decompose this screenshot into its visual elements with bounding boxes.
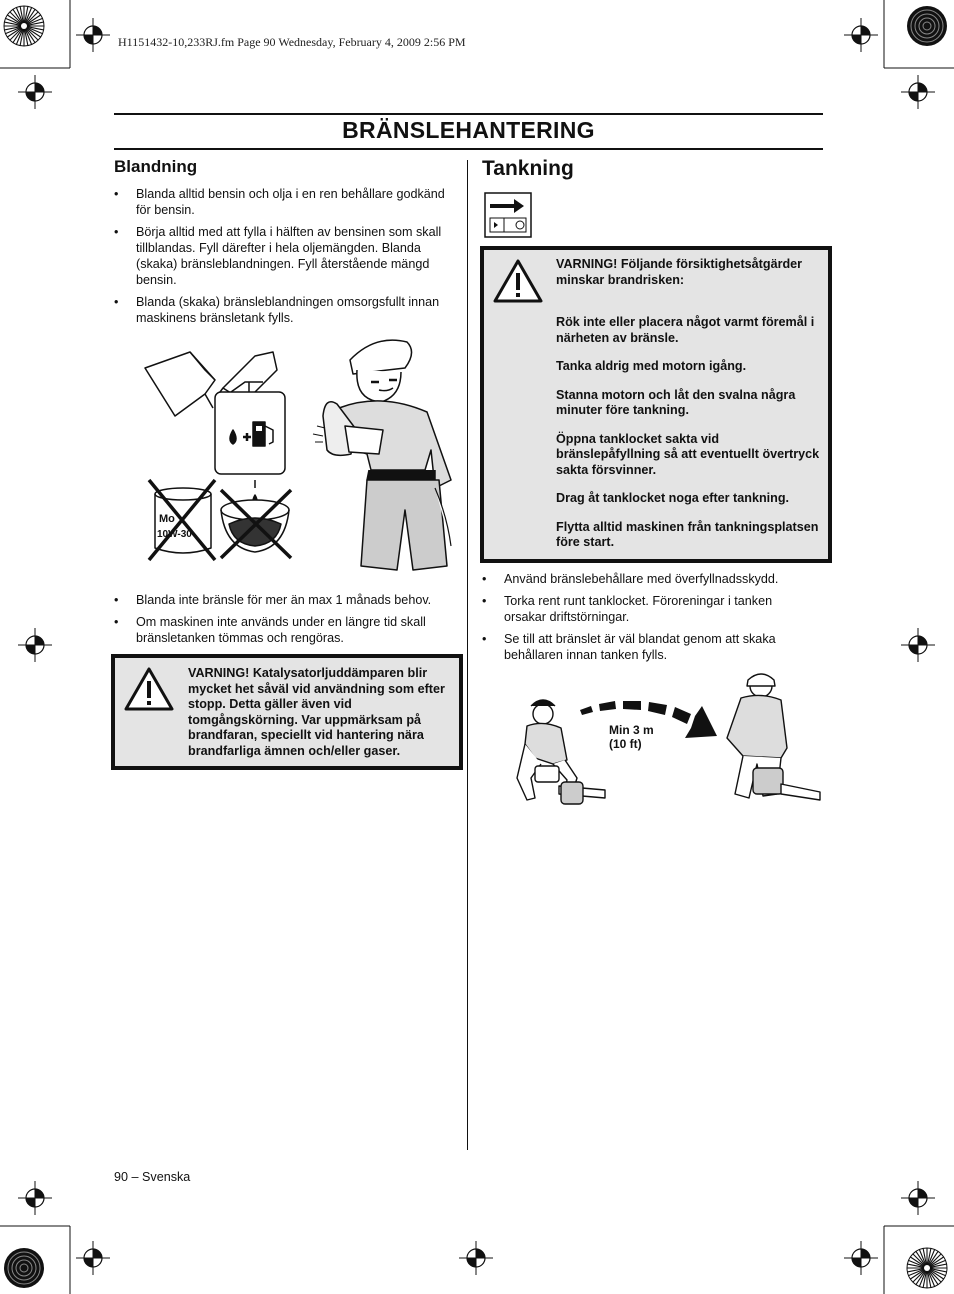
warning-triangle-icon [123, 666, 175, 712]
title-rule-top [114, 113, 823, 115]
distance-label-line1: Min 3 m [609, 723, 654, 737]
page-footer: 90 – Svenska [114, 1170, 191, 1184]
list-item: • Börja alltid med att fylla i hälften av bensinen som skall tillblandas. Fyll därefter i hela oljemängden. Blanda (skaka) bränsleblandningen. Fyll återstående mängd bensin. [114, 224, 459, 288]
can-label-line1: Mo [159, 513, 175, 525]
warning-item: Tanka aldrig med motorn igång. [556, 359, 747, 373]
can-label-line2: 10W-30 [157, 529, 192, 540]
list-item: • Blanda inte bränsle för mer än max 1 månads behov. [114, 592, 459, 608]
warning-item: Öppna tanklocket sakta vid bränslepåfyllning så att eventuellt övertryck sakta försvinner. [556, 431, 820, 477]
catalytic-warning-box [111, 654, 463, 770]
blandning-list-bottom [114, 592, 459, 652]
list-item: • Torka rent runt tanklocket. Föroreningar i tanken orsakar driftstörningar. [482, 593, 817, 625]
fire-risk-warning-text [556, 257, 822, 564]
warning-item: Stanna motorn och låt den svalna några minuter före tankning. [556, 387, 796, 417]
page-title: BRÄNSLEHANTERING [342, 117, 595, 143]
distance-label-line2: (10 ft) [609, 737, 642, 751]
warning-item: Rök inte eller placera något varmt föremål i närheten av bränsle. [556, 315, 815, 345]
refuel-distance-illustration [505, 668, 825, 808]
list-item: • Se till att bränslet är väl blandat genom att skaka behållaren innan tanken fylls. [482, 631, 817, 663]
fire-risk-warning-box [480, 246, 832, 563]
list-item: • Använd bränslebehållare med överfyllnadsskydd. [482, 571, 817, 587]
tankning-list [482, 571, 817, 669]
file-header: H1151432-10,233RJ.fm Page 90 Wednesday, February 4, 2009 2:56 PM [118, 35, 466, 49]
blandning-list-top [114, 186, 459, 332]
warning-item: Flytta alltid maskinen från tankningsplatsen före start. [556, 519, 819, 549]
blandning-heading: Blandning [114, 157, 198, 176]
column-divider [467, 160, 468, 1150]
list-item: • Blanda alltid bensin och olja i en ren behållare godkänd för bensin. [114, 186, 459, 218]
tankning-heading: Tankning [482, 157, 574, 180]
title-rule-bottom [114, 148, 823, 150]
refuel-arrow-icon [484, 192, 532, 238]
warning-triangle-icon [492, 258, 544, 304]
warning-item: Drag åt tanklocket noga efter tankning. [556, 491, 790, 505]
fuel-mixing-illustration [135, 330, 460, 585]
catalytic-warning-text: VARNING! Katalysatorljuddämparen blir mycket het såväl vid användning som efter stopp. Detta gäller även vid tomgångskörning. Var uppmärksam på brandfaran, speciellt vid hantering nära brandfarliga ämnen och/eller gaser. [188, 666, 445, 758]
list-item: • Blanda (skaka) bränsleblandningen omsorgsfullt innan maskinens bränsletank fylls. [114, 294, 459, 326]
warning-heading: VARNING! Följande försiktighetsåtgärder minskar brandrisken: [556, 257, 803, 287]
list-item: • Om maskinen inte används under en längre tid skall bränsletanken tömmas och rengöras. [114, 614, 459, 646]
